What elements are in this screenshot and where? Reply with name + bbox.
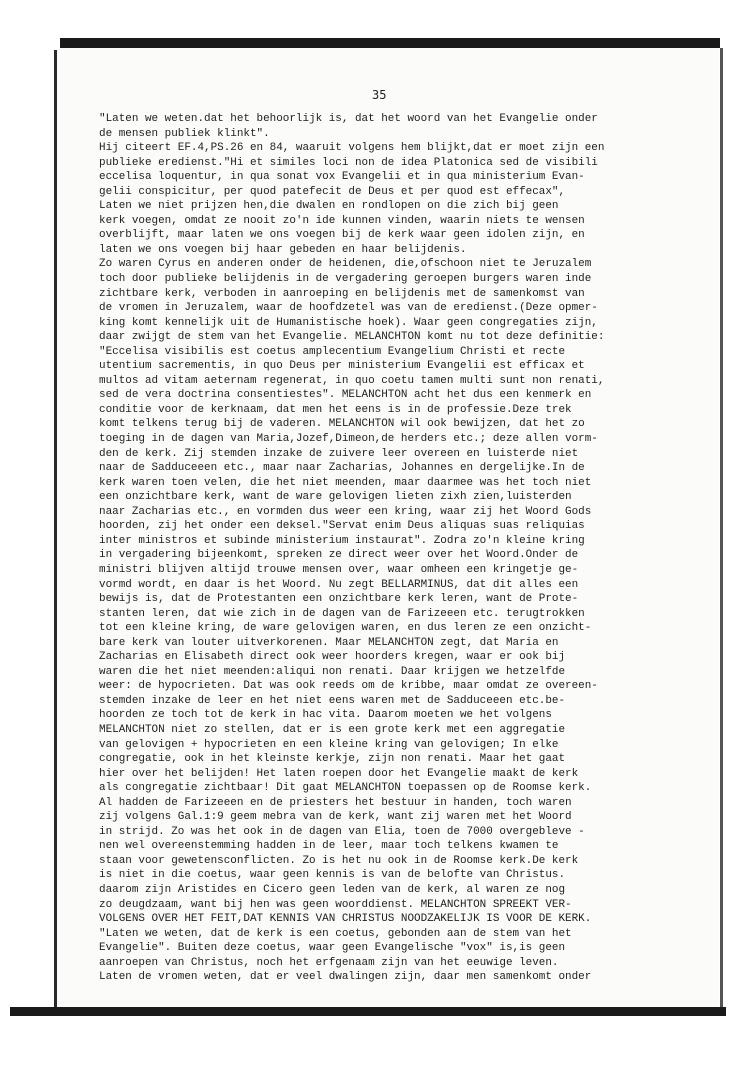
text-line: multos ad vitam aeternam regenerat, in quo coetu tamen multi sunt non renati, bbox=[99, 374, 605, 387]
text-line: "Laten we weten.dat het behoorlijk is, dat het woord van het Evangelie onder bbox=[99, 113, 598, 125]
text-line: kerk voegen, omdat ze nooit zo'n ide kunnen vinden, waarin niets te wensen bbox=[99, 214, 585, 227]
page-number: 35 bbox=[372, 88, 387, 102]
text-line: nen wel overeenstemming hadden in de leer, maar toch telkens kwamen te bbox=[99, 840, 559, 853]
text-line: Zo waren Cyrus en anderen onder de heidenen, die,ofschoon niet te Jeruzalem bbox=[99, 258, 592, 271]
scan-right-border bbox=[720, 48, 723, 1008]
text-line: aanroepen van Christus, noch het erfgenaam zijn van het eeuwige leven. bbox=[99, 956, 559, 969]
text-line: naar de Sadduceeen etc., maar naar Zacharias, Johannes en dergelijke.In de bbox=[99, 462, 585, 475]
text-line: king komt kennelijk uit de Humanistische hoek). Waar geen congregaties zijn, bbox=[99, 316, 598, 329]
text-line: "Eccelisa visibilis est coetus amplecentium Evangelium Christi et recte bbox=[99, 345, 566, 358]
text-line: inter ministros et subinde ministerium instaurat". Zodra zo'n kleine kring bbox=[99, 534, 585, 547]
text-line: van gelovigen + hypocrieten en een kleine kring van gelovigen; In elke bbox=[99, 738, 559, 751]
text-line: utentium sacrementis, in quo Deus per ministerium Evangelii est efficax et bbox=[99, 360, 585, 373]
text-line: daar zwijgt de stem van het Evangelie. MELANCHTON komt nu tot deze definitie: bbox=[99, 331, 605, 344]
text-line: vormd wordt, en daar is het Woord. Nu zegt BELLARMINUS, dat dit alles een bbox=[99, 578, 579, 591]
text-line: zij volgens Gal.1:9 geem mebra van de kerk, want zij waren met het Woord bbox=[99, 811, 572, 824]
text-line: Zacharias en Elisabeth direct ook weer hoorders kregen, waar er ook bij bbox=[99, 651, 566, 664]
text-line: bewijs is, dat de Protestanten een onzichtbare kerk leren, want de Prote- bbox=[99, 593, 579, 606]
text-line: ministri blijven altijd trouwe mensen over, waar omheen een kringetje ge- bbox=[99, 563, 579, 576]
text-line: publieke eredienst."Hi et similes loci non de idea Platonica sed de visibili bbox=[99, 156, 598, 169]
text-line: stanten leren, dat wie zich in de dagen van de Farizeeen etc. terugtrokken bbox=[99, 607, 585, 620]
text-line: bare kerk van louter uitverkorenen. Maar MELANCHTON zegt, dat Maria en bbox=[99, 636, 559, 649]
text-line: congregatie, ook in het kleinste kerkje, zijn non renati. Maar het gaat bbox=[99, 753, 566, 766]
text-line: Hij citeert EF.4,PS.26 en 84, waaruit volgens hem blijkt,dat er moet zijn een bbox=[99, 142, 605, 155]
text-line: een onzichtbare kerk, want de ware gelovigen lieten zixh zien,luisterden bbox=[99, 491, 572, 504]
text-line: sed de vera doctrina consentiestes". MELANCHTON acht het dus een kenmerk en bbox=[99, 389, 592, 402]
text-line: overblijft, maar laten we ons voegen bij de kerk waar geen idolen zijn, en bbox=[99, 229, 585, 242]
text-line: den de kerk. Zij stemden inzake de zuivere leer overeen en luisterde niet bbox=[99, 447, 579, 460]
text-line: als congregatie zichtbaar! Dit gaat MELANCHTON toepassen op de Roomse kerk. bbox=[99, 782, 592, 795]
text-line: gelii conspicitur, per quod patefecit de Deus et per quod est effecax", bbox=[99, 185, 566, 198]
text-line: waren die het niet meenden:aliqui non renati. Daar krijgen we hetzelfde bbox=[99, 665, 566, 678]
text-line: weer: de hypocrieten. Dat was ook reeds om de kribbe, maar omdat ze overeen- bbox=[99, 680, 598, 693]
text-line: in vergadering bijeenkomt, spreken ze direct weer over het Woord.Onder de bbox=[99, 549, 579, 562]
text-line: "Laten we weten, dat de kerk is een coetus, gebonden aan de stem van het bbox=[99, 927, 572, 940]
text-line: MELANCHTON niet zo stellen, dat er is een grote kerk met een aggregatie bbox=[99, 723, 566, 736]
text-line: toeging in de dagen van Maria,Jozef,Dimeon,de herders etc.; deze allen vorm- bbox=[99, 433, 598, 446]
text-line: VOLGENS OVER HET FEIT,DAT KENNIS VAN CHRISTUS NOODZAKELIJK IS VOOR DE KERK. bbox=[99, 913, 592, 926]
text-line: daarom zijn Aristides en Cicero geen leden van de kerk, al waren ze nog bbox=[99, 883, 566, 896]
text-line: staan voor gewetensconflicten. Zo is het nu ook in de Roomse kerk.De kerk bbox=[99, 854, 579, 867]
text-line: stemden inzake de leer en het niet eens waren met de Sadduceeen etc.be- bbox=[99, 694, 566, 707]
text-line: hoorden ze toch tot de kerk in hac vita. Daarom moeten we het volgens bbox=[99, 709, 552, 722]
text-line: de vromen in Jeruzalem, waar de hoofdzetel was van de eredienst.(Deze opmer- bbox=[99, 302, 598, 315]
body-text bbox=[99, 112, 699, 985]
text-line: kerk waren toen velen, die het niet meenden, maar daarmee was het toch niet bbox=[99, 476, 592, 489]
text-line: Evangelie". Buiten deze coetus, waar geen Evangelische "vox" is,is geen bbox=[99, 942, 566, 955]
text-line: in strijd. Zo was het ook in de dagen van Elia, toen de 7000 overgebleve - bbox=[99, 825, 585, 838]
scan-top-border bbox=[60, 38, 720, 48]
text-line: de mensen publiek klinkt". bbox=[99, 127, 270, 140]
text-line: eccelisa loquentur, in qua sonat vox Evangelii et in qua ministerium Evan- bbox=[99, 171, 585, 184]
text-line: komt telkens terug bij de vaderen. MELANCHTON wil ook bewijzen, dat het zo bbox=[99, 418, 585, 431]
scan-bottom-border bbox=[10, 1007, 726, 1016]
text-line: Laten we niet prijzen hen,die dwalen en rondlopen on die zich bij geen bbox=[99, 200, 559, 213]
text-line: toch door publieke belijdenis in de vergadering geroepen burgers waren inde bbox=[99, 273, 592, 286]
text-line: Laten de vromen weten, dat er veel dwalingen zijn, daar men samenkomt onder bbox=[99, 971, 592, 984]
text-line: zo deugdzaam, want bij hen was geen woorddienst. MELANCHTON SPREEKT VER- bbox=[99, 898, 572, 911]
text-line: is niet in die coetus, waar geen kennis is van de belofte van Christus. bbox=[99, 869, 566, 882]
text-line: naar Zacharias etc., en vormden dus weer een kring, waar zij het Woord Gods bbox=[99, 505, 592, 518]
text-line: laten we ons voegen bij haar gebeden en haar belijdenis. bbox=[99, 243, 467, 256]
text-line: zichtbare kerk, verboden in aanroeping en belijdenis met de samenkomst van bbox=[99, 287, 585, 300]
text-line: hier over het belijden! Het laten roepen door het Evangelie maakt de kerk bbox=[99, 767, 579, 780]
text-line: conditie voor de kerknaam, dat men het eens is in de professie.Deze trek bbox=[99, 403, 572, 416]
text-line: tot een kleine kring, de ware gelovigen waren, en dus leren ze een onzicht- bbox=[99, 622, 592, 635]
text-line: Al hadden de Farizeeen en de priesters het bestuur in handen, toch waren bbox=[99, 796, 572, 809]
text-line: hoorden, zij het onder een deksel."Servat enim Deus aliquas suas reliquias bbox=[99, 520, 585, 533]
